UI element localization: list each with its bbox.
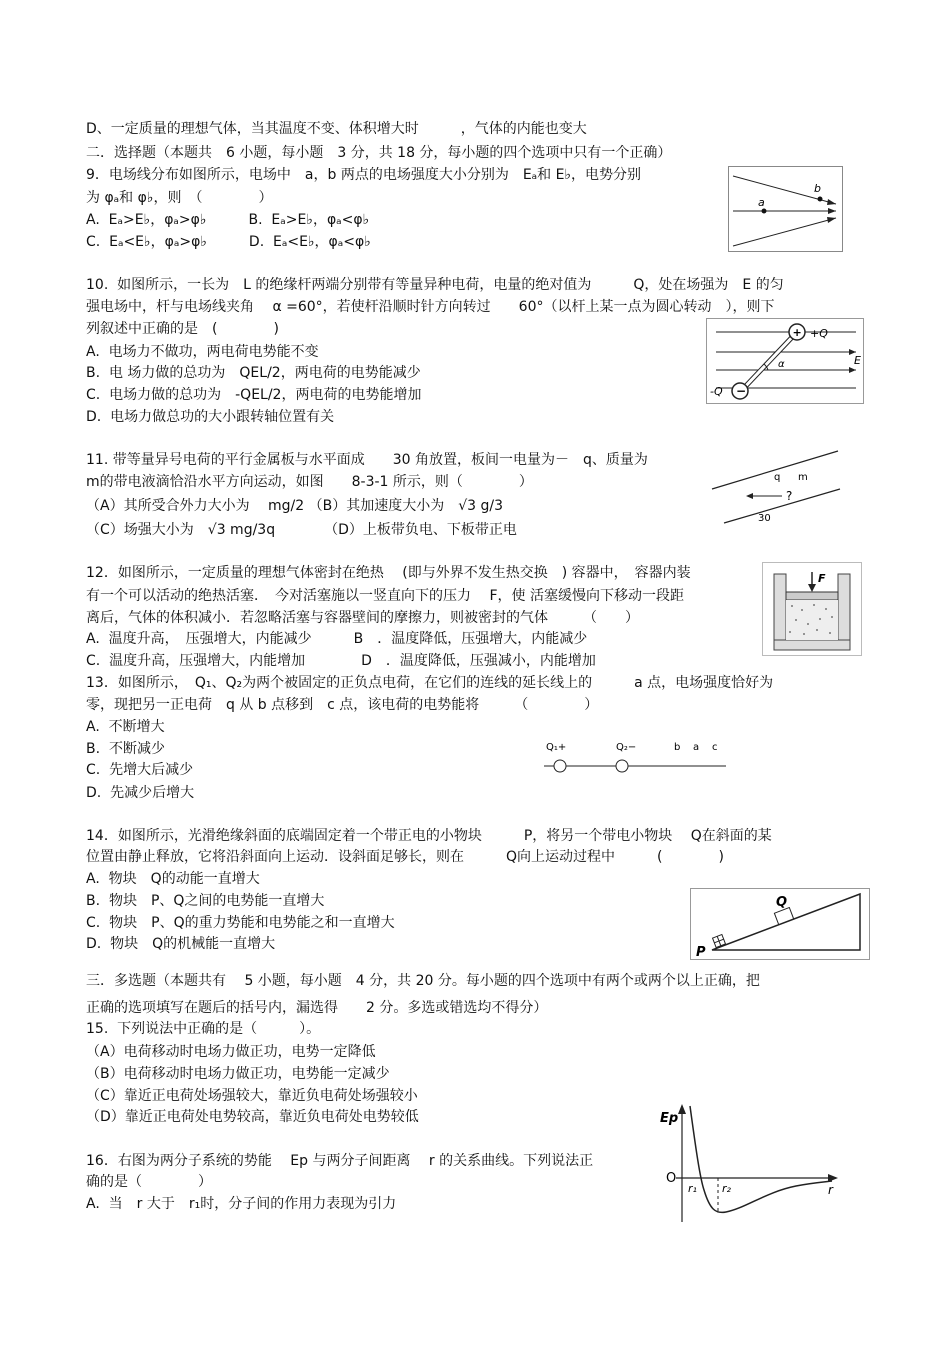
- q14-option-b: B. 物块 P、Q之间的电势能一直增大: [86, 893, 325, 909]
- q10-option-d: D. 电场力做总功的大小跟转轴位置有关: [86, 409, 335, 425]
- r1-label: r₁: [688, 1182, 697, 1195]
- q9-line-1: 9．电场线分布如图所示，电场中 a，b 两点的电场强度大小分别为 Eₐ和 E♭，电势分别: [86, 167, 642, 183]
- charge-q-label: q: [774, 472, 781, 483]
- r-axis-label: r: [828, 1183, 833, 1197]
- q11-option-ab: （A）其所受合外力大小为 mg/2 （B）其加速度大小为 √3 g/3: [86, 498, 504, 514]
- minus-q-label: -Q: [710, 385, 723, 398]
- point-c-label: c: [712, 742, 718, 753]
- q13-charges-figure: [540, 736, 730, 776]
- force-f-label: F: [818, 572, 826, 585]
- q12-line-2: 有一个可以活动的绝热活塞． 今对活塞施以一竖直向下的压力 F，使 活塞缓慢向下移动一段距: [86, 588, 684, 604]
- q16-option-a: A. 当 r 大于 r₁时，分子间的作用力表现为引力: [86, 1196, 397, 1212]
- section-2-heading: 二．选择题（本题共 6 小题，每小题 3 分，共 18 分，每小题的四个选项中只有一个正确）: [86, 145, 672, 161]
- q9-option-ab: A. Eₐ>E♭，φₐ>φ♭ B. Eₐ>E♭，φₐ<φ♭: [86, 212, 370, 228]
- section-3-heading-2: 正确的选项填写在题后的括号内，漏选得 2 分。多选或错选均不得分）: [86, 1000, 548, 1016]
- point-b-label: b: [814, 182, 821, 195]
- field-e-label: E: [854, 354, 861, 367]
- q2-label: Q₂−: [616, 742, 637, 753]
- q14-line-2: 位置由静止释放，它将沿斜面向上运动．设斜面足够长，则在 Q向上运动过程中 ( ): [86, 849, 724, 865]
- angle-30-label: 30: [758, 513, 771, 524]
- q10-option-c: C. 电场力做的总功为 -QEL/2，两电荷的电势能增加: [86, 387, 422, 403]
- r2-label: r₂: [722, 1182, 731, 1195]
- q14-option-d: D. 物块 Q的机械能一直增大: [86, 936, 276, 952]
- block-q-label: Q: [776, 895, 788, 910]
- point-a-label: a: [758, 196, 765, 209]
- q12-option-ab: A. 温度升高， 压强增大，内能减少 B ．温度降低，压强增大，内能减少: [86, 631, 588, 647]
- q16-line-2: 确的是（ ）: [86, 1174, 212, 1190]
- q15-stem: 15. 下列说法中正确的是（ ）。: [86, 1021, 321, 1037]
- q12-line-3: 离后，气体的体积减小．若忽略活塞与容器壁间的摩擦力，则被密封的气体 （ ）: [86, 610, 639, 626]
- q13-option-c: C. 先增大后减少: [86, 762, 194, 778]
- ep-axis-label: Ep: [660, 1111, 679, 1126]
- q11-option-cd: （C）场强大小为 √3 mg/3q （D）上板带负电、下板带正电: [86, 522, 517, 538]
- q13-line-1: 13．如图所示， Q₁、Q₂为两个被固定的正负点电荷，在它们的连线的延长线上的 a 点，电场强度恰好为: [86, 675, 774, 691]
- q10-line-3: 列叙述中正确的是 ( ): [86, 321, 279, 337]
- q15-option-b: （B）电荷移动时电场力做正功，电势能一定减少: [86, 1066, 390, 1082]
- q11-line-1: 11. 带等量异号电荷的平行金属板与水平面成 30 角放置，板间一电量为－ q、质量为: [86, 452, 648, 468]
- q9-line-2: 为 φₐ和 φ♭，则 （ ）: [86, 190, 273, 206]
- point-a-label: a: [693, 742, 700, 753]
- section-3-heading-1: 三．多选题（本题共有 5 小题，每小题 4 分，共 20 分。每小题的四个选项中有两个或两个以上正确，把: [86, 973, 760, 989]
- q9-field-line-figure: [728, 166, 843, 252]
- q16-line-1: 16．右图为两分子系统的势能 Ep 与两分子间距离 r 的关系曲线。下列说法正: [86, 1153, 594, 1169]
- q10-line-1: 10. 如图所示，一长为 L 的绝缘杆两端分别带有等量异种电荷，电量的绝对值为 Q，处在场强为 E 的匀: [86, 277, 784, 293]
- q10-option-a: A. 电场力不做功，两电荷电势能不变: [86, 344, 319, 360]
- q15-option-a: （A）电荷移动时电场力做正功，电势一定降低: [86, 1044, 376, 1060]
- q13-option-d: D. 先减少后增大: [86, 785, 195, 801]
- q10-option-b: B. 电 场力做的总功为 QEL/2，两电荷的电势能减少: [86, 365, 421, 381]
- q15-option-d: （D）靠近正电荷处电势较高，靠近负电荷处电势较低: [86, 1109, 419, 1125]
- q11-plates-figure: [706, 445, 846, 525]
- q14-option-a: A. 物块 Q的动能一直增大: [86, 871, 260, 887]
- q15-option-c: （C）靠近正电荷处场强较大，靠近负电荷处场强较小: [86, 1088, 418, 1104]
- q9-option-cd: C. Eₐ<E♭，φₐ>φ♭ D. Eₐ<E♭，φₐ<φ♭: [86, 234, 371, 250]
- q1-label: Q₁+: [546, 742, 567, 753]
- q14-option-c: C. 物块 P、Q的重力势能和电势能之和一直增大: [86, 915, 395, 931]
- plus-q-label: +Q: [810, 327, 828, 340]
- svg-text:−: −: [736, 384, 747, 398]
- block-p-label: P: [696, 945, 706, 960]
- q16-potential-energy-figure: [656, 1100, 842, 1226]
- q12-option-cd: C. 温度升高，压强增大，内能增加 D ．温度降低，压强减小，内能增加: [86, 653, 596, 669]
- option-d-text: D、一定质量的理想气体，当其温度不变、体积增大时 ，气体的内能也变大: [86, 121, 587, 137]
- q13-option-b: B. 不断减少: [86, 741, 165, 757]
- q13-line-2: 零，现把另一正电荷 q 从 b 点移到 c 点，该电荷的电势能将 （ ）: [86, 697, 599, 713]
- q12-container-figure: [762, 562, 862, 656]
- q12-line-1: 12．如图所示，一定质量的理想气体密封在绝热 (即与外界不发生热交换 ) 容器中， 容器内装: [86, 565, 691, 581]
- point-b-label: b: [674, 742, 681, 753]
- origin-label: O: [666, 1171, 677, 1186]
- q14-incline-figure: [690, 888, 870, 960]
- q13-option-a: A. 不断增大: [86, 719, 165, 735]
- q10-line-2: 强电场中，杆与电场线夹角 α =60°，若使杆沿顺时针方向转过 60°（以杆上某一点为圆心转动 ），则下: [86, 299, 775, 315]
- q10-rod-figure: [706, 318, 864, 404]
- unknown-mark: ?: [786, 489, 793, 503]
- q14-line-1: 14．如图所示，光滑绝缘斜面的底端固定着一个带正电的小物块 P，将另一个带电小物块 Q在斜面的某: [86, 828, 772, 844]
- svg-text:+: +: [792, 326, 802, 339]
- alpha-label: α: [778, 359, 785, 370]
- q11-line-2: m的带电液滴恰沿水平方向运动，如图 8-3-1 所示，则（ ）: [86, 474, 533, 490]
- mass-m-label: m: [798, 472, 808, 483]
